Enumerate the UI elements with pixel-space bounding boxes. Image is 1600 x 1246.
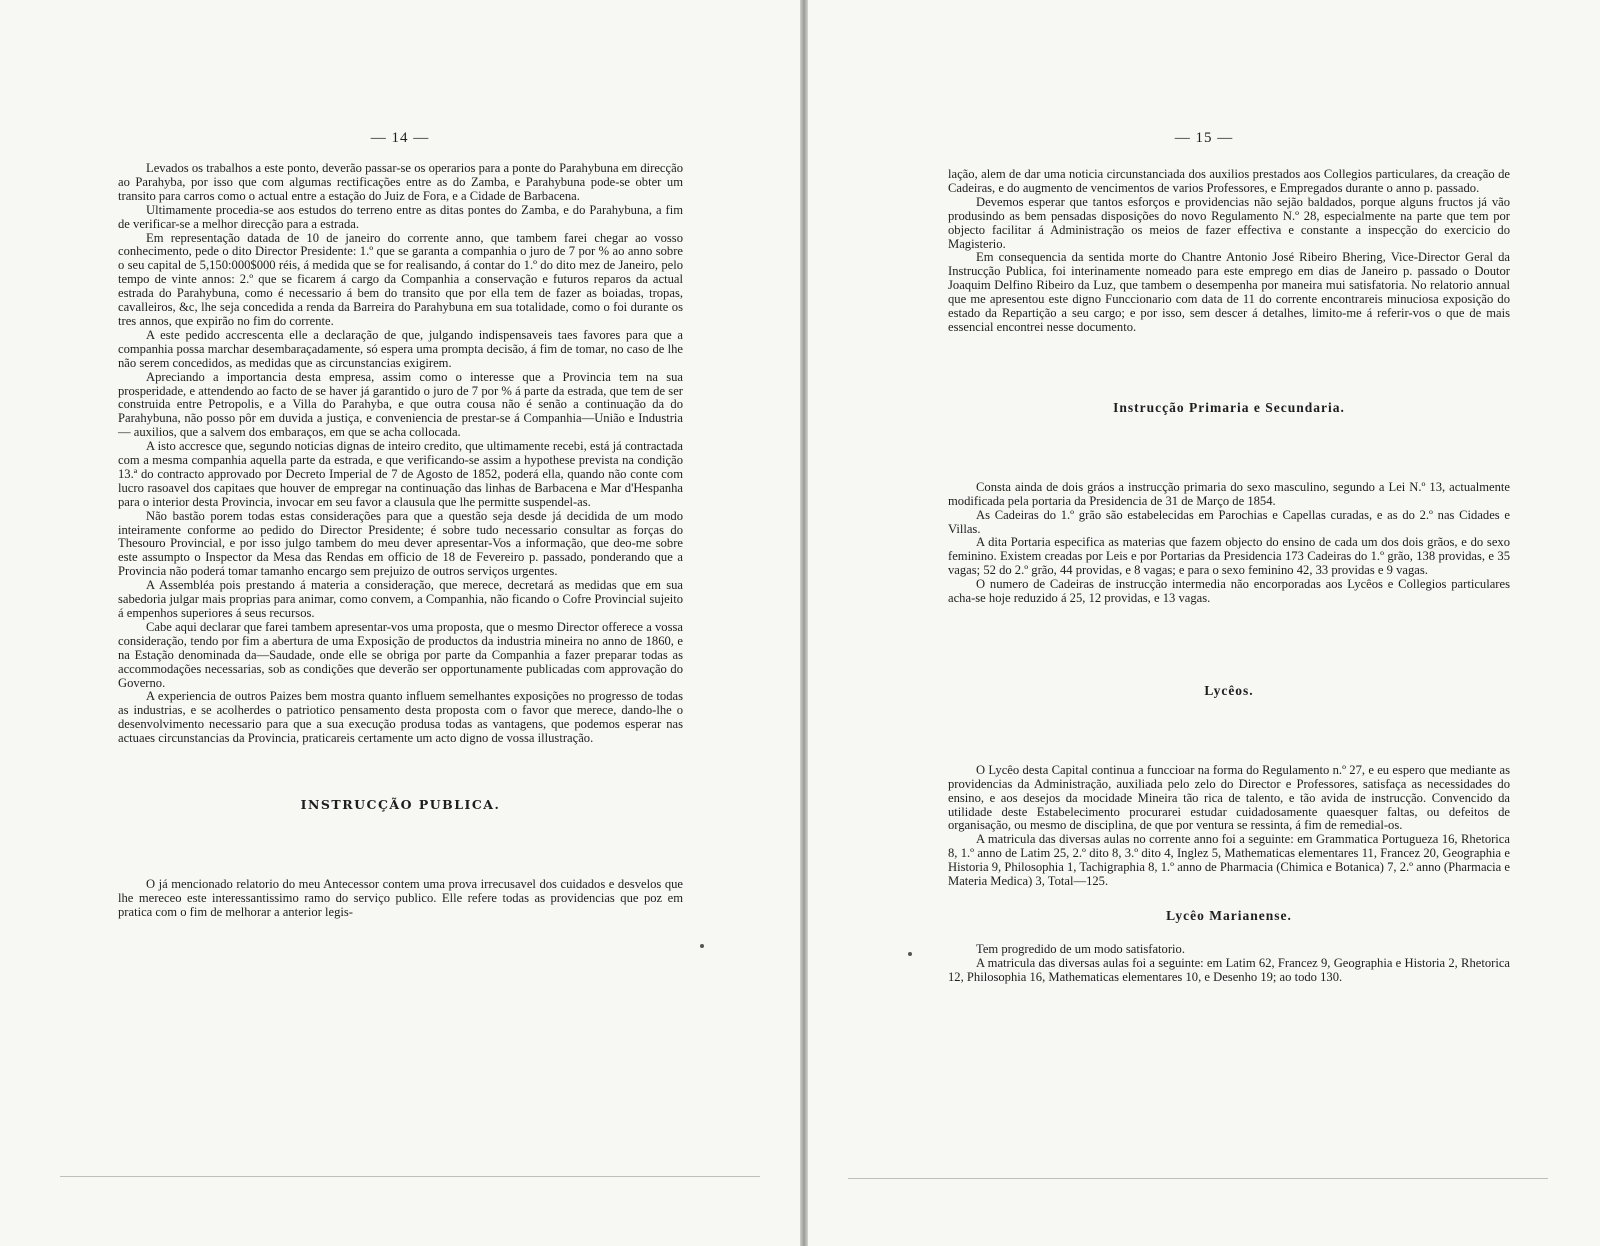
ink-speck — [700, 944, 704, 948]
paragraph: A matricula das diversas aulas foi a seguinte: em Latim 62, Francez 9, Geographia e Historia 2, Rhetorica 12, Philosophia 16, Mathematicas elementares 10, e Desenho 19; ao todo 130. — [948, 955, 1510, 984]
paragraph: Levados os trabalhos a este ponto, deverão passar-se os operarios para a ponte do Parahybuna em direcção ao Parahyba, por isso que com algumas rectificações entre as do Zamba, e Parahybuna pode-se obter um transito para carros como o actual entre a estação do Juiz de Fora, e a Cidade de Barbacena. — [118, 161, 683, 203]
paragraph: O numero de Cadeiras de instrucção intermedia não encorporadas aos Lycêos e Collegios particulares acha-se hoje reduzido á 25, 12 providas, e 13 vagas. — [948, 577, 1510, 606]
right-page — [808, 0, 1600, 1246]
section-heading-instrucao-publica: INSTRUCÇÃO PUBLICA. — [300, 797, 501, 813]
section-heading-lyceo-marianense: Lycêo Marianense. — [1166, 908, 1292, 923]
paragraph: A isto accresce que, segundo noticias dignas de inteiro credito, que ultimamente recebi, está já contractada com a mesma companhia aquella parte da estrada, e que verificando-se assim a hypothese prevista na condição 13.ª do contracto approvado por Decreto Imperial de 7 de Agosto de 1852, poderá ella, quando não conte com lucro rasoavel dos capitaes que houver de empregar na continuação das linhas de Barbacena e Mar d'Hespanha para o interior desta Provincia, invocar em seu favor a clausula que lhe permitte suspendel-as. — [118, 439, 683, 509]
paragraph: O já mencionado relatorio do meu Antecessor contem uma prova irrecusavel dos cuidados e desvelos que lhe mereceo este interessantissimo ramo do serviço publico. Elle refere todas as providencias que poz em pratica com o fim de melhorar a anterior legis- — [118, 876, 683, 919]
paragraph: Ultimamente procedia-se aos estudos do terreno entre as ditas pontes do Zamba, e do Parahybuna, a fim de verificar-se a melhor direcção para a estrada. — [118, 202, 683, 231]
right-page-number: — 15 — — [1174, 130, 1234, 146]
paragraph: A experiencia de outros Paizes bem mostra quanto influem semelhantes exposições no progresso de todas as industrias, e se acolherdes o patriotico pensamento desta proposta com o favor que merece, dando-lhe o desenvolvimento necessario para que a sua execução produsa todas as vantagens, que podemos esperar nas actuaes circunstancias da Provincia, praticareis certamente um acto digno de vossa illustração. — [118, 689, 683, 746]
paragraph: Não bastão porem todas estas considerações para que a questão seja desde já decidida de um modo inteiramente conforme ao pedido do Director Presidente; é sobre tudo necessario consultar as forças do Thesouro Provincial, e por isso julgo tambem do meu dever apresentar-Vos a informação, que deo-me sobre este assumpto o Inspector da Mesa das Rendas em officio de 18 de Fevereiro p. passado, ponderando que a Provincia não poderá tomar tamanho encargo sem prejuizo de outros serviços urgentes. — [118, 508, 683, 579]
paragraph: A dita Portaria especifica as materias que fazem objecto do ensino de cada um dos dois grãos, e do sexo feminino. Existem creadas por Leis e por Portarias da Presidencia 173 Cadeiras do 1.º grão, 138 providas, e 35 vagas; 52 do 2.º grão, 44 providas, e 8 vagas; e para o sexo feminino 42, 33 providas e 9 vagas. — [948, 535, 1510, 578]
paragraph: Em representação datada de 10 de janeiro do corrente anno, que tambem farei chegar ao vosso conhecimento, pede o dito Director Presidente: 1.º que se garanta a companhia o juro de 7 por % ao anno sobre o seu capital de 5,150:000$000 réis, á medida que se for realisando, á contar do 1.º do dito mez de Janeiro, pelo tempo de vinte annos: 2.º que se ficarem á cargo da Companhia a conservação e futuros reparos da actual estrada do Parahybuna, como é necessario á bem do transito que por ella tem de fazer as boiadas, tropas, cavalleiros, &c, lhe seja concedida a renda da Barreira do Parahybuna em sua totalidade, como o foi durante os tres annos, que expirão no fim do corrente. — [118, 230, 683, 328]
paragraph: Tem progredido de um modo satisfatorio. — [976, 941, 1185, 956]
book-gutter — [800, 0, 808, 1246]
left-page-number: — 14 — — [370, 130, 430, 146]
paragraph: A Assembléa pois prestando á materia a consideração, que merece, decretará as medidas que em sua sabedoria julgar mais proprias para animar, como convem, a Companhia, não ficando o Cofre Provincial sujeito á empenhos superiores á seus recursos. — [118, 578, 683, 620]
paragraph: As Cadeiras do 1.º grão são estabelecidas em Parochias e Capellas curadas, e as do 2.º nas Cidades e Villas. — [948, 507, 1510, 536]
section-heading-instrucao-primaria: Instrucção Primaria e Secundaria. — [1113, 399, 1345, 415]
page-edge-shadow — [848, 1178, 1548, 1179]
paragraph: Devemos esperar que tantos esforços e providencias não sejão baldados, porque alguns fructos já vão produsindo as bem pensadas disposições do novo Regulamento N.º 28, especialmente na parte que tem por objecto facilitar á Administração os meios de fazer effectiva e constante a inspecção do exercicio do Magisterio. — [948, 194, 1510, 251]
section-heading-lyceos: Lycêos. — [1204, 682, 1254, 698]
paragraph: O Lycêo desta Capital continua a funccioar na forma do Regulamento n.º 27, e eu espero que mediante as providencias da Administração, auxiliada pelo zelo do Director e Professores, satisfaça as necessidades do ensino, e aos desejos da mocidade Mineira tão rica de talento, e tão avida de instrucção. Convencido da utilidade deste Estabelecimento procurarei estudar cuidadosamente quaesquer faltas, ou defeitos de organisação, ou mesmo de disciplina, de que por ventura se ressinta, á fim de remedial-os. — [948, 762, 1510, 833]
page-edge-shadow — [60, 1176, 760, 1177]
paragraph: Em consequencia da sentida morte do Chantre Antonio José Ribeiro Bhering, Vice-Director Geral da Instrucção Publica, foi interinamente nomeado para este emprego em dias de Janeiro p. passado o Doutor Joaquim Delfino Ribeiro da Luz, que tambem o desempenha por maneira mui satisfatoria. No relatorio annual que me apresentou este digno Funccionario com data de 11 do corrente encontrareis minuciosa exposição do estado da Repartição a seu cargo; e por isso, sem descer á detalhes, limito-me á referir-vos o que de mais essencial encontrei nesse documento. — [948, 250, 1510, 334]
paragraph: A matricula das diversas aulas no corrente anno foi a seguinte: em Grammatica Portugueza 16, Rhetorica 8, 1.º anno de Latim 25, 2.º dito 8, 3.º dito 4, Inglez 5, Mathematicas elementares 11, Francez 20, Geographia e Historia 9, Philosophia 1, Tachigraphia 8, 1.º anno de Pharmacia (Chimica e Botanica) 7, 2.º anno (Pharmacia e Materia Medica) 3, Total—125. — [948, 832, 1510, 889]
paragraph: Consta ainda de dois gráos a instrucção primaria do sexo masculino, segundo a Lei N.º 13, actualmente modificada pela portaria da Presidencia de 31 de Março de 1854. — [948, 479, 1510, 508]
left-page-body — [118, 162, 683, 920]
paragraph: A este pedido accrescenta elle a declaração de que, julgando indispensaveis taes favores para que a companhia possa marchar desembaraçadamente, só espera uma prompta decisão, á fim de tomar, no caso de lhe não serem concedidos, as medidas que as circunstancias exigirem. — [118, 327, 683, 370]
paragraph: Cabe aqui declarar que farei tambem apresentar-vos uma proposta, que o mesmo Director offerece a vossa consideração, tendo por fim a abertura de uma Exposição de productos da industria mineira no anno de 1860, e na Estação denominada da—Saudade, onde elle se obriga por parte da Companhia a fazer preparar todas as accommodações necessarias, sob as condições que deverão ser opportunamente publicadas com approvação do Governo. — [118, 619, 683, 690]
paragraph: Apreciando a importancia desta empresa, assim como o interesse que a Provincia tem na sua prosperidade, e attendendo ao facto de se haver já garantido o juro de 7 por % á parte da estrada, que tem de ser construida entre Petropolis, e a Villa do Parahyba, e que outra cousa não é senão a continuação da do Parahybuna, não posso pôr em duvida a justiça, e conveniencia de prestar-se á Companhia—União e Industria— auxilios, que a salvem dos embaraços, em que se acha collocada. — [118, 369, 683, 440]
right-page-body — [948, 168, 1510, 985]
ink-speck — [908, 952, 912, 956]
paragraph: lação, alem de dar uma noticia circunstanciada dos auxilios prestados aos Collegios particulares, da creação de Cadeiras, e do augmento de vencimentos de varios Professores, e Empregados durante o anno p. passado. — [948, 167, 1510, 195]
